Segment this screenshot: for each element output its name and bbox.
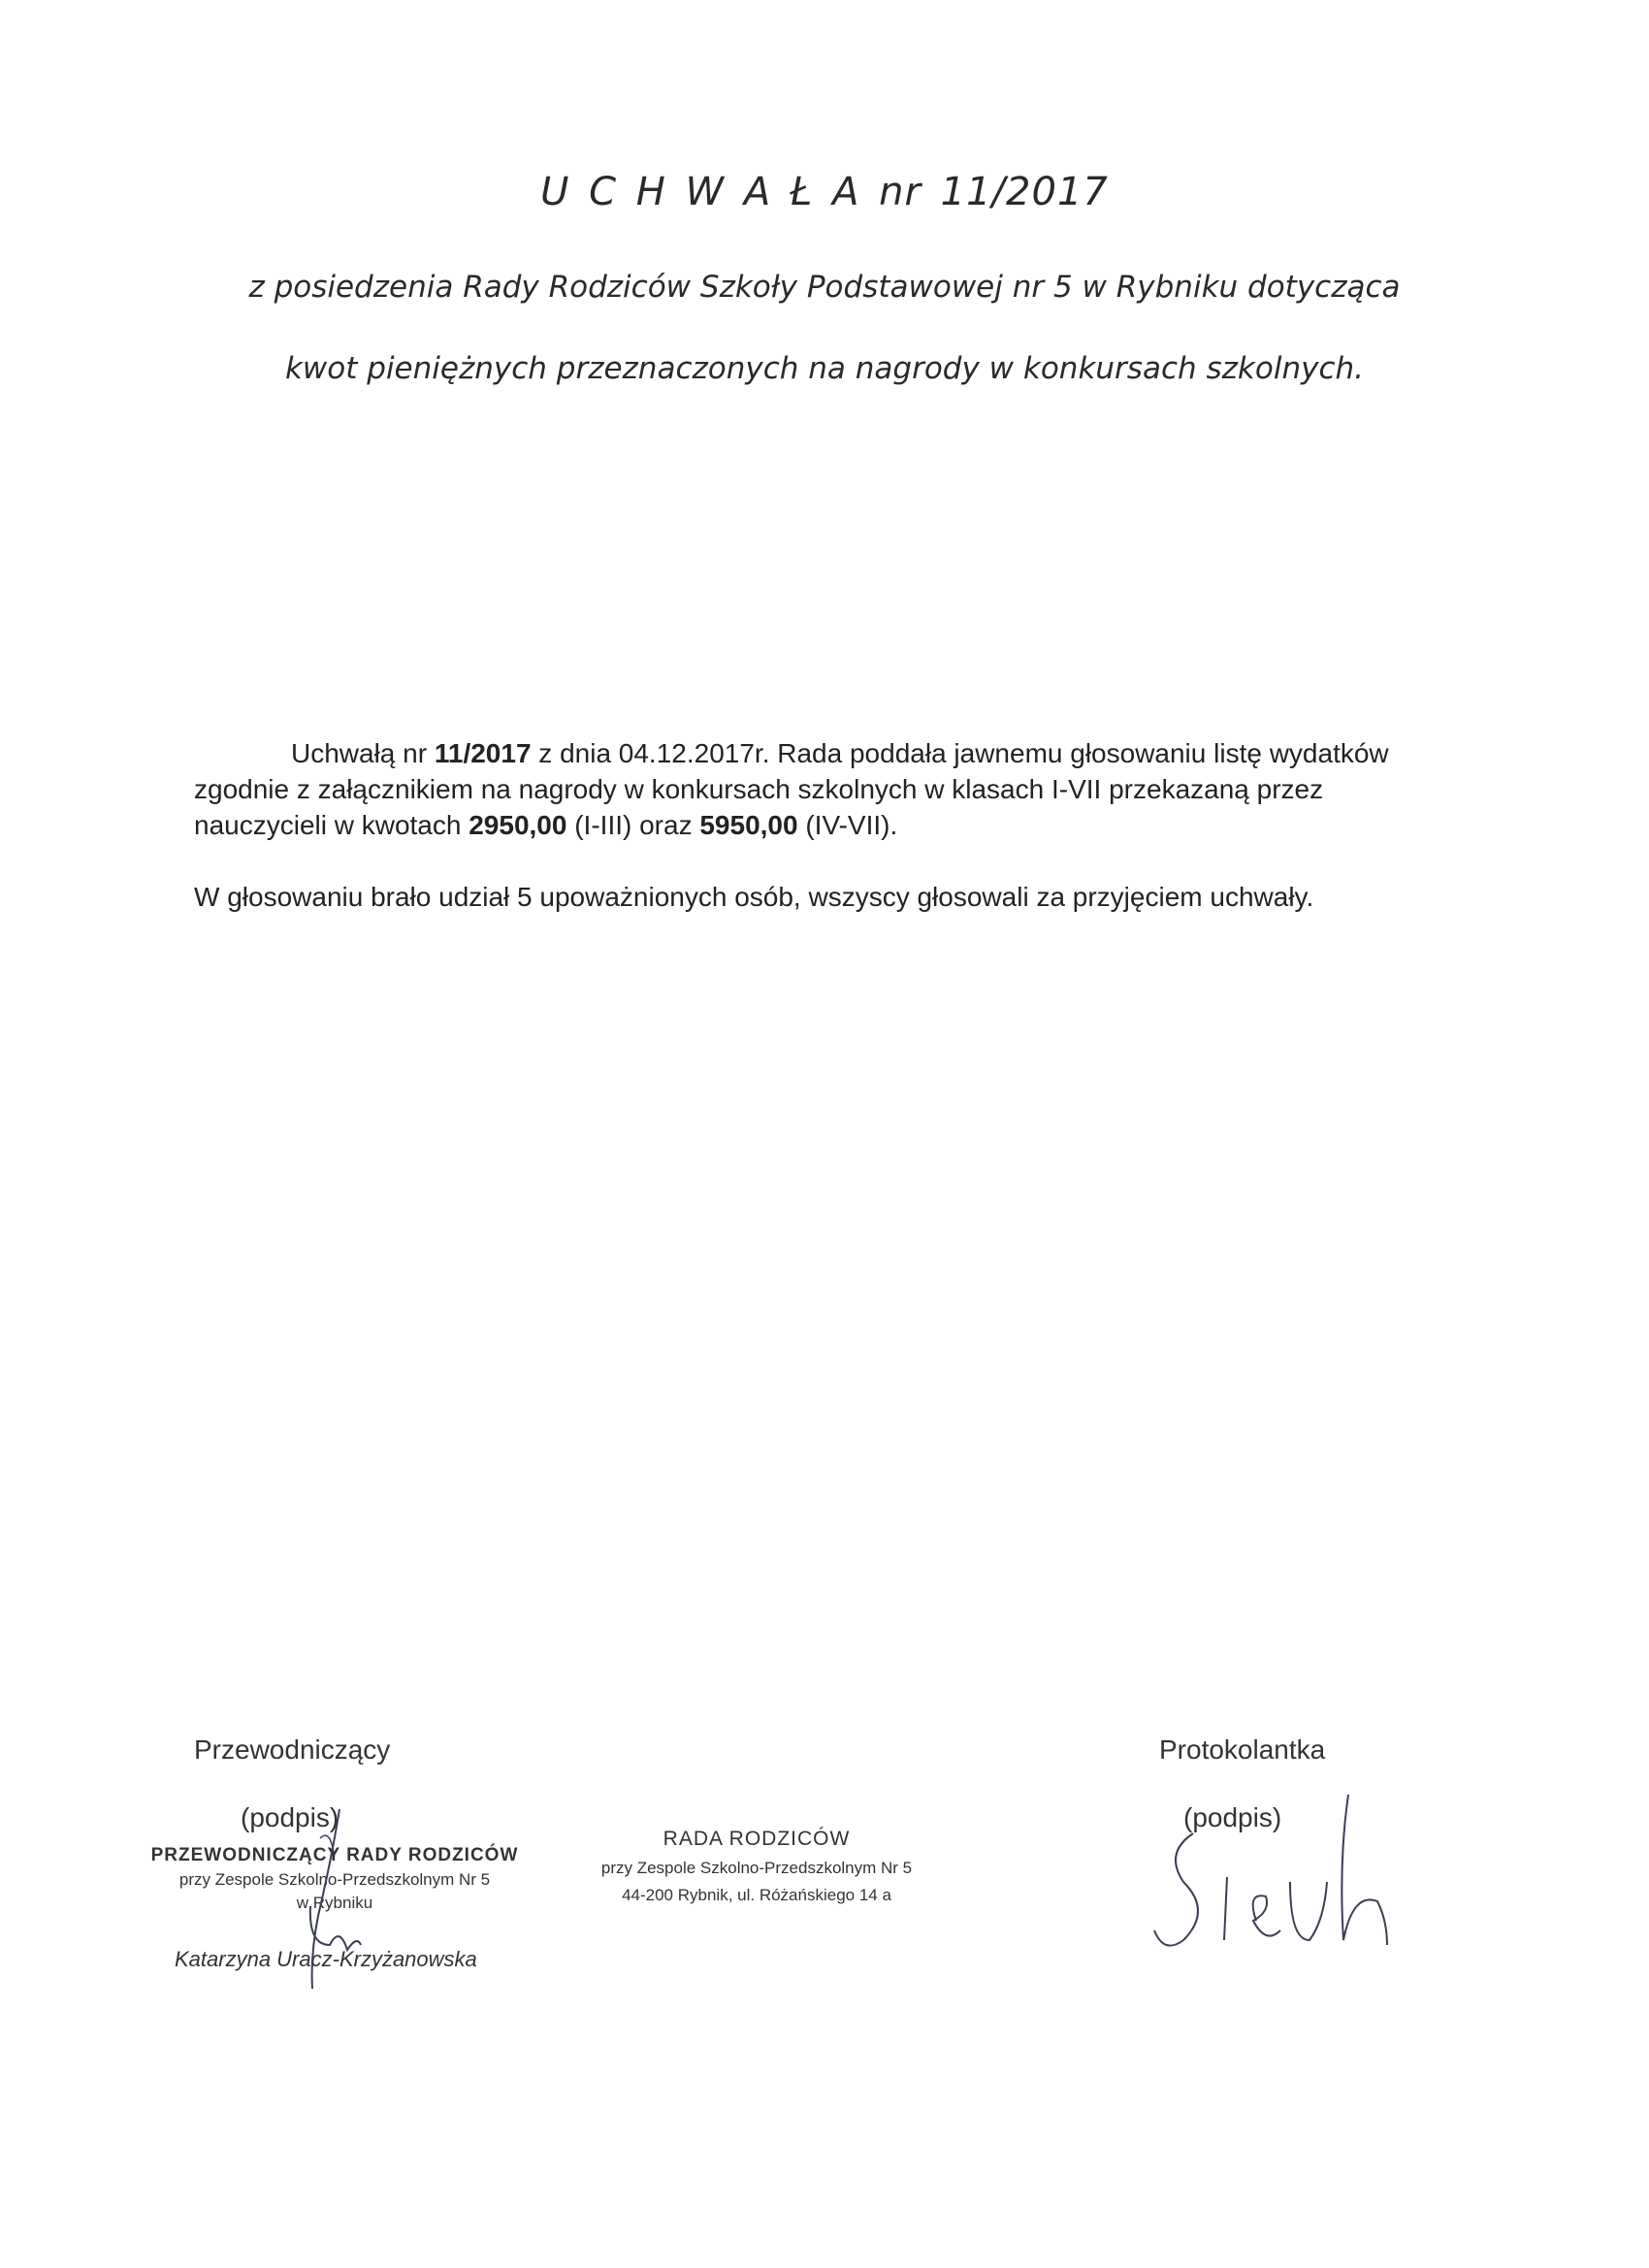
chairman-stamp-title: PRZEWODNICZĄCY RADY RODZICÓW [150,1845,519,1865]
paragraph-text: (IV-VII). [797,810,898,840]
recorder-podpis: (podpis) [1183,1802,1282,1832]
council-stamp-address: 44-200 Rybnik, ul. Różańskiego 14 a [622,1886,891,1904]
paragraph-text: z dnia 04.12.2017r. Rada poddała jawnemu głosowaniu listę wydatków zgodnie z załącznikiem na nagrody w konkursach szkolnych w klasach I-VII przekazaną przez nauczycieli w kwotach [194,738,1389,840]
amount-grades-4-7: 5950,00 [699,810,798,840]
recorder-handwritten-signature [1145,1785,1406,1969]
chairman-stamp-school: przy Zespole Szkolno-Przedszkolnym Nr 5 [178,1870,491,1889]
council-stamp-school: przy Zespole Szkolno-Przedszkolnym Nr 5 [600,1859,913,1877]
subtitle-line-2: kwot pieniężnych przeznaczonych na nagrody w konkursach szkolnych. [284,351,1364,386]
paragraph-text: Uchwałą nr [291,738,435,768]
amount-grades-1-3: 2950,00 [469,810,567,840]
chairman-stamp-city: w Rybniku [296,1894,373,1912]
council-stamp-name: RADA RODZICÓW [663,1828,851,1850]
paragraph-text: (I-III) oraz [566,810,700,840]
chairman-handwritten-signature [272,1799,388,1993]
chairman-label: Przewodniczący [194,1734,391,1765]
recorder-label: Protokolantka [1159,1734,1326,1765]
chairman-podpis: (podpis) [241,1802,340,1832]
parents-council-stamp [553,1828,960,1905]
voting-paragraph: W głosowaniu brało udział 5 upoważnionych osób, wszyscy głosowali za przyjęciem uchwały. [194,882,1314,912]
resolution-paragraph [194,735,1455,843]
subtitle-line-1: z posiedzenia Rady Rodziców Szkoły Podstawowej nr 5 w Rybniku dotycząca [248,270,1401,305]
resolution-title: U C H W A Ł A nr 11/2017 [540,170,1109,214]
resolution-number: 11/2017 [434,738,532,768]
chairman-name: Katarzyna Uracz-Krzyżanowska [175,1947,477,1971]
